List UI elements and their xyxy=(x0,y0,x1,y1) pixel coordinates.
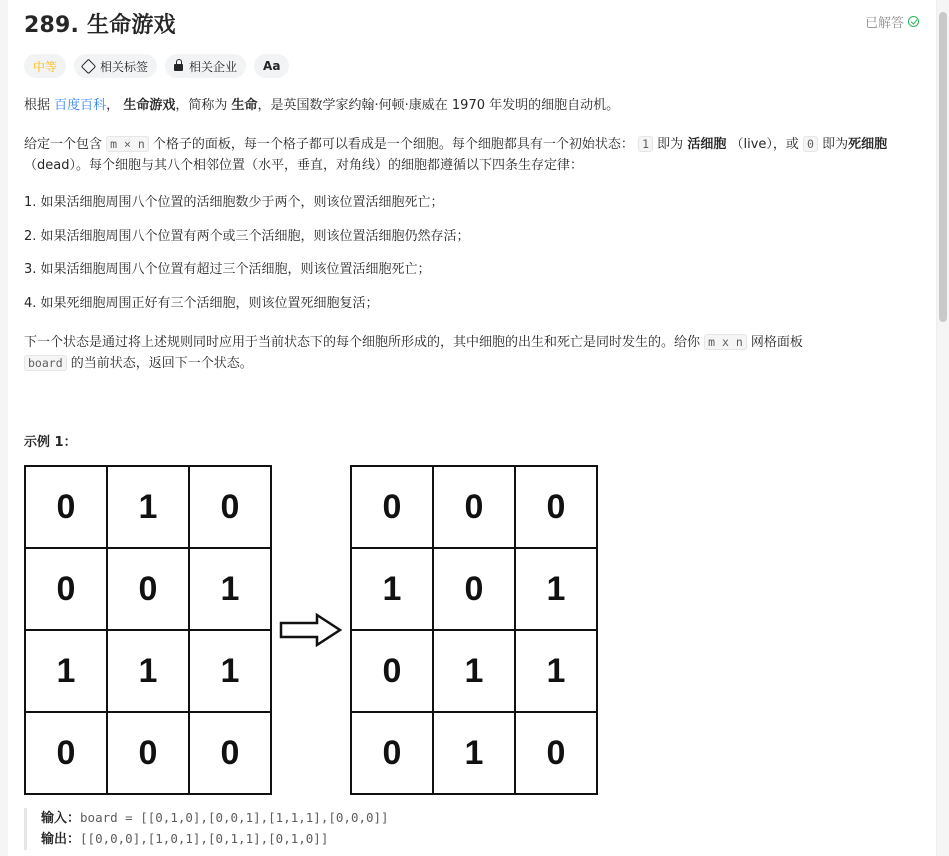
output-value: [[0,0,0],[1,0,1],[0,1,1],[0,1,0]] xyxy=(80,831,329,846)
live-cell-term: 活细胞 xyxy=(687,137,727,152)
output-cell: 0 xyxy=(433,466,515,548)
rule-4: 4. 如果死细胞周围正好有三个活细胞，则该位置死细胞复活； xyxy=(24,296,379,311)
board-text-3: 即为 xyxy=(657,137,684,152)
output-cell: 0 xyxy=(515,712,597,794)
output-cell: 1 xyxy=(433,712,515,794)
font-size-icon: Aa xyxy=(263,59,281,73)
baidu-baike-link[interactable]: 百度百科 xyxy=(54,98,107,113)
input-grid-row xyxy=(25,630,271,712)
input-grid-row xyxy=(25,712,271,794)
next-text-1: 下一个状态是通过将上述规则同时应用于当前状态下的每个细胞所形成的，其中细胞的出生和死亡是同时发生的。给你 xyxy=(24,335,701,350)
rule-3: 3. 如果活细胞周围八个位置有超过三个活细胞，则该位置活细胞死亡； xyxy=(24,262,431,277)
problem-tags-bar xyxy=(24,54,289,78)
input-cell: 0 xyxy=(25,712,107,794)
rule-2: 2. 如果活细胞周围八个位置有两个或三个活细胞，则该位置活细胞仍然存活； xyxy=(24,229,470,244)
next-state-paragraph xyxy=(24,332,924,374)
problem-title: 289. 生命游戏 xyxy=(24,13,176,38)
input-grid-row xyxy=(25,466,271,548)
life-term: 生命 xyxy=(231,98,258,113)
scrollbar-thumb[interactable] xyxy=(939,12,947,322)
lock-icon xyxy=(174,64,183,71)
input-board-grid xyxy=(24,465,272,795)
m-x-n-code: m x n xyxy=(704,334,747,350)
output-grid-row xyxy=(351,466,597,548)
difficulty-badge xyxy=(24,54,66,78)
board-text-1: 给定一个包含 xyxy=(24,137,103,152)
example-output-line xyxy=(41,829,389,850)
vertical-scrollbar[interactable] xyxy=(936,0,949,856)
board-code: board xyxy=(24,355,67,371)
output-cell: 1 xyxy=(515,630,597,712)
input-cell: 0 xyxy=(107,548,189,630)
related-tags-button[interactable] xyxy=(74,54,157,78)
difficulty-label: 中等 xyxy=(33,59,58,74)
next-text-2: 网格面板 xyxy=(750,335,803,350)
board-paragraph xyxy=(24,134,924,176)
one-code: 1 xyxy=(638,136,653,152)
intro-text-1: 根据 xyxy=(24,98,51,113)
related-companies-label: 相关企业 xyxy=(189,59,238,74)
intro-paragraph xyxy=(24,95,924,116)
right-arrow-icon xyxy=(279,612,343,648)
output-cell: 1 xyxy=(351,548,433,630)
input-cell: 0 xyxy=(107,712,189,794)
check-circle-icon xyxy=(908,16,919,27)
board-text-6: （dead）。每个细胞与其八个相邻位置（水平，垂直，对角线）的细胞都遵循以下四条生存定律： xyxy=(24,158,583,173)
input-grid-row xyxy=(25,548,271,630)
output-cell: 1 xyxy=(515,548,597,630)
intro-text-2: ， xyxy=(106,98,120,113)
board-text-5: 即为 xyxy=(822,137,849,152)
output-cell: 0 xyxy=(433,548,515,630)
tag-icon xyxy=(81,58,97,74)
solved-status-label: 已解答 xyxy=(864,16,904,31)
m-by-n-code: m × n xyxy=(106,136,149,152)
output-cell: 1 xyxy=(433,630,515,712)
input-cell: 0 xyxy=(25,466,107,548)
related-tags-label: 相关标签 xyxy=(100,59,149,74)
board-text-4: （live），或 xyxy=(730,137,799,152)
example-1-title: 示例 1： xyxy=(24,435,77,450)
output-grid-row xyxy=(351,712,597,794)
rule-1: 1. 如果活细胞周围八个位置的活细胞数少于两个，则该位置活细胞死亡； xyxy=(24,195,444,210)
game-of-life-term: 生命游戏 xyxy=(123,98,176,113)
output-grid-row xyxy=(351,548,597,630)
input-cell: 1 xyxy=(107,466,189,548)
input-cell: 1 xyxy=(25,630,107,712)
output-cell: 0 xyxy=(351,466,433,548)
dead-cell-term: 死细胞 xyxy=(848,137,888,152)
input-cell: 0 xyxy=(25,548,107,630)
input-cell: 1 xyxy=(189,548,271,630)
related-companies-button[interactable] xyxy=(165,54,246,78)
output-grid-row xyxy=(351,630,597,712)
example-io-block xyxy=(24,808,389,850)
font-size-button[interactable] xyxy=(254,54,289,78)
input-value: board = [[0,1,0],[0,0,1],[1,1,1],[0,0,0]] xyxy=(80,810,389,825)
input-cell: 0 xyxy=(189,466,271,548)
intro-text-4: ，是英国数学家约翰·何顿·康威在 1970 年发明的细胞自动机。 xyxy=(257,98,620,113)
output-label: 输出： xyxy=(41,832,81,847)
zero-code: 0 xyxy=(803,136,818,152)
output-board-grid xyxy=(350,465,598,795)
board-text-2: 个格子的面板，每一个格子都可以看成是一个细胞。每个细胞都具有一个初始状态： xyxy=(152,137,634,152)
output-cell: 0 xyxy=(351,630,433,712)
solved-status xyxy=(865,12,919,31)
intro-text-3: ，简称为 xyxy=(175,98,228,113)
example-input-line xyxy=(41,808,389,829)
output-cell: 0 xyxy=(515,466,597,548)
output-cell: 0 xyxy=(351,712,433,794)
next-text-3: 的当前状态，返回下一个状态。 xyxy=(70,356,253,371)
panel-left-edge xyxy=(0,0,8,856)
input-label: 输入： xyxy=(41,811,81,826)
input-cell: 1 xyxy=(107,630,189,712)
input-cell: 0 xyxy=(189,712,271,794)
input-cell: 1 xyxy=(189,630,271,712)
